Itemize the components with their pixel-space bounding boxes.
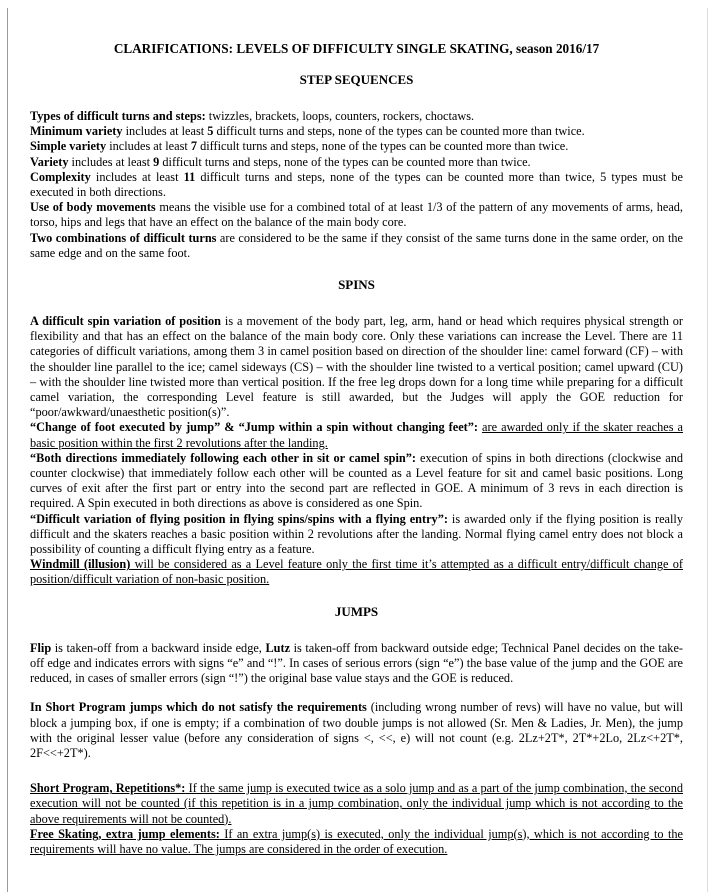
paragraph [30,557,683,587]
text-segment: means the visible use for a combined total of at least 1/3 of the pattern of any movements of arms, head, torso, hips and legs that have an effect on the balance of the main body core. [30,200,683,230]
paragraph [30,231,683,261]
text-segment: twizzles, brackets, loops, counters, rockers, choctaws. [208,109,475,123]
text-segment: is taken-off from a backward inside edge, [51,640,266,655]
text-segment: Windmill (illusion) [30,557,131,572]
text-segment: is taken-off from backward outside edge; Technical Panel decides on the take-off edge and indicates errors with signs “e” and “!”. In cases of serious errors (sign “e”) the base value of the jump and the GOE are reduced, in cases of smaller errors (sign “!”) the original base value stays and the GOE is reduced. [30,640,683,686]
text-segment: (including wrong number of revs) will have no value, but will block a jumping box, if one is empty; if a combination of two double jumps is not allowed (Sr. Men & Ladies, Jr. Men), the jump with the original lesser value (before any consideration of signs <, <<, e) will not count (e.g. 2Lz+2T*, 2T*+2Lo, 2Lz<+2T*, 2F<<+2T*). [30,700,683,760]
text-segment: 11 [183,169,196,184]
text-segment: In Short Program jumps which do not satisfy the requirements [30,700,367,715]
text-segment: A difficult spin variation of position [30,314,221,329]
section-spins [30,277,683,588]
text-segment: includes at least [90,169,184,184]
text-segment: includes at least [122,124,208,139]
text-segment: are considered to be the same if they consist of the same turns done in the same order, on the same edge and on the same foot. [30,230,683,260]
text-segment: “Both directions immediately following each other in sit or camel spin”: [30,450,416,465]
section-heading-jumps: JUMPS [334,603,379,619]
text-segment: Minimum variety [30,124,123,139]
paragraph [30,781,683,827]
paragraph [30,139,683,154]
paragraph [30,420,683,450]
paragraph [30,314,683,420]
text-segment: Complexity [30,169,91,184]
text-segment: includes at least [106,139,191,154]
paragraph [30,109,683,124]
text-segment: is awarded only if the flying position is really difficult and the skaters reaches a basic position within 2 revolutions after the landing. Normal flying camel entry does not block a possibility of counting a difficult flying entry as a feature. [30,511,683,557]
text-segment: difficult turns and steps, none of the types can be counted more than twice. [159,154,531,169]
text-segment: Short Program, Repetitions*: [30,781,186,796]
text-segment: Variety [30,154,69,169]
paragraph [30,200,683,230]
paragraph [30,155,683,170]
paragraph [30,124,683,139]
page-left-edge [7,8,8,892]
text-segment: difficult turns and steps, none of the types can be counted more than twice. [213,124,585,139]
section-heading-spins: SPINS [338,277,375,293]
paragraph [30,641,683,687]
text-segment: Free Skating, extra jump elements: [30,826,220,841]
document-content [30,0,683,857]
section-heading-step-sequences: STEP SEQUENCES [299,72,414,87]
text-segment: 9 [153,154,160,169]
page-right-edge [707,8,708,892]
text-segment: are awarded only if the skater reaches a basic position within the first 2 revolutions after the landing. [30,420,683,450]
text-segment: difficult turns and steps, none of the types can be counted more than twice, 5 types must be executed in both directions. [30,169,684,200]
text-segment: Two combinations of difficult turns [30,230,217,245]
paragraph [30,451,683,512]
section-step-sequences [30,72,683,261]
text-segment: Use of body movements [30,200,156,215]
text-segment: is a movement of the body part, leg, arm, hand or head which requires physical strength or flexibility and that has an effect on the balance of the main body core. Only these variations can increase the Level. There are 11 categories of difficult variations, among them 3 in camel position based on direction of the shoulder line: camel forward (CF) – with the shoulder line parallel to the ice; camel sideways (CS) – with the shoulder line twisted to a vertical position; camel upward (CU) – with the shoulder line twisted more than vertical position. If the free leg drops down for a long time while preparing for a difficult camel variation, the corresponding Level feature is still awarded, but the Judges will apply the GOE reduction for “poor/awkward/unaesthetic position(s)”. [30,314,684,420]
document-sections [30,72,683,857]
text-segment: execution of spins in both directions (clockwise and counter clockwise) that immediately follow each other will be counted as a Level feature for sit and camel basic positions. Long curves of exit after the first part or entry into the second part are reflected in GOE. A minimum of 3 revs in each direction is required. A Spin executed in both directions as above is considered as one Spin. [30,450,683,511]
text-segment: includes at least [68,154,154,169]
document-title: CLARIFICATIONS: LEVELS OF DIFFICULTY SINGLE SKATING, season 2016/17 [113,41,600,56]
text-segment: Flip [30,640,52,655]
paragraph [30,170,683,200]
text-segment: Lutz [265,640,291,655]
text-segment: difficult turns and steps, none of the types can be counted more than twice. [197,139,569,154]
text-segment: If an extra jump(s) is executed, only the individual jump(s), which is not according to the requirements will have no value. The jumps are considered in the order of execution. [30,826,683,856]
text-segment: 5 [207,124,214,139]
text-segment: will be considered as a Level feature only the first time it’s attempted as a difficult entry/difficult change of position/difficult variation of non-basic position. [30,557,683,587]
paragraph [30,827,683,857]
text-segment: “Change of foot executed by jump” & “Jump within a spin without changing feet”: [30,420,483,435]
text-segment: Simple variety [30,139,107,154]
paragraph [30,700,683,761]
section-jumps [30,604,683,857]
text-segment: 7 [190,139,198,154]
text-segment: If the same jump is executed twice as a solo jump and as a part of the jump combination, the second execution will not be counted (if this repetition is in a jump combination, only the individual jump which is not according to the above requirements will not be counted). [30,781,683,826]
text-segment: Types of difficult turns and steps: [30,109,209,123]
text-segment: “Difficult variation of flying position in flying spins/spins with a flying entry”: [30,511,448,526]
paragraph [30,512,683,558]
